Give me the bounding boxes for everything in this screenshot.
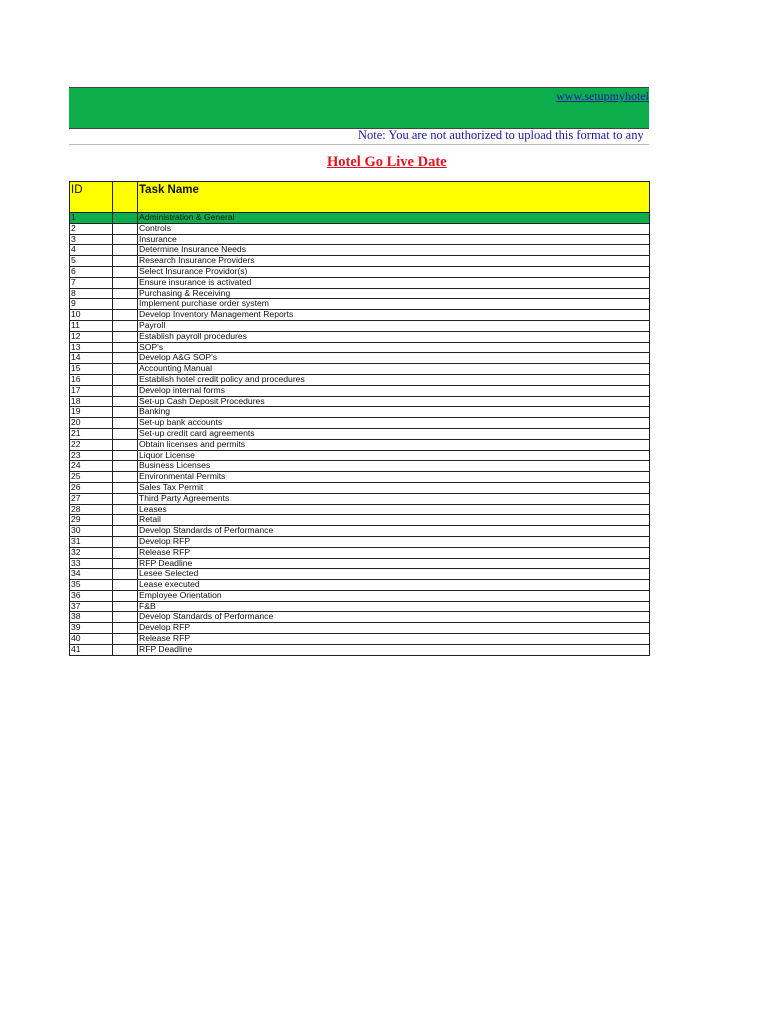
blank-cell[interactable] [113, 536, 138, 547]
task-id-cell[interactable]: 6 [70, 266, 113, 277]
task-name-cell[interactable]: Sales Tax Permit [138, 482, 650, 493]
blank-cell[interactable] [113, 288, 138, 299]
task-name-cell[interactable]: SOP's [138, 342, 650, 353]
table-row[interactable] [70, 245, 650, 256]
table-row[interactable] [70, 428, 650, 439]
task-name-cell[interactable]: RFP Deadline [138, 558, 650, 569]
table-row[interactable] [70, 623, 650, 634]
task-id-cell[interactable]: 25 [70, 472, 113, 483]
table-row[interactable] [70, 310, 650, 321]
blank-cell[interactable] [113, 277, 138, 288]
table-row[interactable] [70, 461, 650, 472]
blank-cell[interactable] [113, 223, 138, 234]
task-name-cell[interactable]: Controls [138, 223, 650, 234]
task-name-cell[interactable]: Set-up Cash Deposit Procedures [138, 396, 650, 407]
blank-cell[interactable] [113, 472, 138, 483]
blank-cell[interactable] [113, 590, 138, 601]
table-row[interactable] [70, 482, 650, 493]
blank-cell[interactable] [113, 266, 138, 277]
task-id-cell[interactable]: 34 [70, 569, 113, 580]
table-row[interactable] [70, 634, 650, 645]
table-row[interactable] [70, 288, 650, 299]
task-id-cell[interactable]: 28 [70, 504, 113, 515]
task-id-cell[interactable]: 15 [70, 364, 113, 375]
task-name-cell[interactable]: Banking [138, 407, 650, 418]
table-row[interactable] [70, 493, 650, 504]
task-id-cell[interactable]: 40 [70, 634, 113, 645]
blank-cell[interactable] [113, 245, 138, 256]
task-name-cell[interactable]: Obtain licenses and permits [138, 439, 650, 450]
table-row[interactable] [70, 504, 650, 515]
blank-cell[interactable] [113, 558, 138, 569]
task-id-cell[interactable]: 17 [70, 385, 113, 396]
table-row[interactable] [70, 385, 650, 396]
task-id-cell[interactable]: 20 [70, 418, 113, 429]
task-name-cell[interactable]: Develop Standards of Performance [138, 526, 650, 537]
table-row[interactable] [70, 439, 650, 450]
blank-cell[interactable] [113, 364, 138, 375]
table-row[interactable] [70, 418, 650, 429]
task-id-cell[interactable]: 14 [70, 353, 113, 364]
table-row[interactable] [70, 515, 650, 526]
blank-cell[interactable] [113, 515, 138, 526]
task-table-body [70, 213, 650, 656]
task-name-cell[interactable]: Purchasing & Receiving [138, 288, 650, 299]
blank-cell[interactable] [113, 331, 138, 342]
task-table [69, 181, 650, 656]
blank-cell[interactable] [113, 461, 138, 472]
table-row[interactable] [70, 407, 650, 418]
task-id-cell[interactable]: 26 [70, 482, 113, 493]
table-row[interactable] [70, 547, 650, 558]
task-name-cell[interactable]: Ensure insurance is activated [138, 277, 650, 288]
task-name-cell[interactable]: Establish hotel credit policy and procedures [138, 374, 650, 385]
task-name-cell[interactable]: Administration & General [138, 213, 650, 224]
blank-cell[interactable] [113, 310, 138, 321]
task-id-cell[interactable]: 35 [70, 580, 113, 591]
task-id-cell[interactable]: 12 [70, 331, 113, 342]
task-id-cell[interactable]: 4 [70, 245, 113, 256]
task-id-cell[interactable]: 37 [70, 601, 113, 612]
task-name-cell[interactable]: RFP Deadline [138, 644, 650, 655]
copyright-note: Note: You are not authorized to upload this format to any [358, 128, 644, 142]
blank-cell[interactable] [113, 418, 138, 429]
task-name-cell[interactable]: Develop RFP [138, 623, 650, 634]
column-header-blank [113, 182, 138, 213]
task-name-cell[interactable]: Implement purchase order system [138, 299, 650, 310]
table-row[interactable] [70, 213, 650, 224]
task-id-cell[interactable]: 23 [70, 450, 113, 461]
table-row[interactable] [70, 353, 650, 364]
task-name-cell[interactable]: Release RFP [138, 634, 650, 645]
column-header-id: ID [70, 182, 113, 213]
task-id-cell[interactable]: 2 [70, 223, 113, 234]
task-name-cell[interactable]: Business Licenses [138, 461, 650, 472]
task-name-cell[interactable]: Establish payroll procedures [138, 331, 650, 342]
task-id-cell[interactable]: 16 [70, 374, 113, 385]
blank-cell[interactable] [113, 644, 138, 655]
task-name-cell[interactable]: Determine Insurance Needs [138, 245, 650, 256]
table-row[interactable] [70, 277, 650, 288]
website-link[interactable]: www.setupmyhotel [556, 89, 649, 103]
task-name-cell[interactable]: Research Insurance Providers [138, 256, 650, 267]
blank-cell[interactable] [113, 213, 138, 224]
note-row [69, 128, 649, 145]
table-row[interactable] [70, 374, 650, 385]
table-row[interactable] [70, 223, 650, 234]
blank-cell[interactable] [113, 623, 138, 634]
table-row[interactable] [70, 590, 650, 601]
column-header-task-name: Task Name [138, 182, 650, 213]
task-id-cell[interactable]: 18 [70, 396, 113, 407]
blank-cell[interactable] [113, 547, 138, 558]
task-name-cell[interactable]: Develop RFP [138, 536, 650, 547]
task-name-cell[interactable]: Liquor License [138, 450, 650, 461]
table-row[interactable] [70, 580, 650, 591]
task-id-cell[interactable]: 36 [70, 590, 113, 601]
task-name-cell[interactable]: Set-up credit card agreements [138, 428, 650, 439]
table-row[interactable] [70, 320, 650, 331]
task-name-cell[interactable]: Develop A&G SOP's [138, 353, 650, 364]
task-id-cell[interactable]: 30 [70, 526, 113, 537]
task-id-cell[interactable]: 3 [70, 234, 113, 245]
table-row[interactable] [70, 558, 650, 569]
blank-cell[interactable] [113, 374, 138, 385]
task-id-cell[interactable]: 38 [70, 612, 113, 623]
task-name-cell[interactable]: Lease executed [138, 580, 650, 591]
task-id-cell[interactable]: 22 [70, 439, 113, 450]
task-name-cell[interactable]: Lesee Selected [138, 569, 650, 580]
blank-cell[interactable] [113, 580, 138, 591]
task-id-cell[interactable]: 7 [70, 277, 113, 288]
blank-cell[interactable] [113, 234, 138, 245]
blank-cell[interactable] [113, 482, 138, 493]
table-row[interactable] [70, 234, 650, 245]
blank-cell[interactable] [113, 601, 138, 612]
task-name-cell[interactable]: Payroll [138, 320, 650, 331]
task-name-cell[interactable]: Accounting Manual [138, 364, 650, 375]
task-id-cell[interactable]: 8 [70, 288, 113, 299]
task-name-cell[interactable]: Develop Standards of Performance [138, 612, 650, 623]
blank-cell[interactable] [113, 256, 138, 267]
task-name-cell[interactable]: Retail [138, 515, 650, 526]
table-row[interactable] [70, 256, 650, 267]
task-name-cell[interactable]: Select Insurance Providor(s) [138, 266, 650, 277]
task-id-cell[interactable]: 1 [70, 213, 113, 224]
task-id-cell[interactable]: 11 [70, 320, 113, 331]
blank-cell[interactable] [113, 439, 138, 450]
blank-cell[interactable] [113, 407, 138, 418]
task-id-cell[interactable]: 21 [70, 428, 113, 439]
blank-cell[interactable] [113, 385, 138, 396]
blank-cell[interactable] [113, 320, 138, 331]
task-id-cell[interactable]: 13 [70, 342, 113, 353]
table-row[interactable] [70, 569, 650, 580]
task-name-cell[interactable]: Develop Inventory Management Reports [138, 310, 650, 321]
table-row[interactable] [70, 472, 650, 483]
blank-cell[interactable] [113, 493, 138, 504]
task-id-cell[interactable]: 19 [70, 407, 113, 418]
page-title: Hotel Go Live Date [327, 154, 447, 170]
blank-cell[interactable] [113, 299, 138, 310]
task-name-cell[interactable]: Set-up bank accounts [138, 418, 650, 429]
table-row[interactable] [70, 342, 650, 353]
task-name-cell[interactable]: Leases [138, 504, 650, 515]
task-id-cell[interactable]: 24 [70, 461, 113, 472]
task-id-cell[interactable]: 29 [70, 515, 113, 526]
task-id-cell[interactable]: 33 [70, 558, 113, 569]
table-row[interactable] [70, 331, 650, 342]
task-id-cell[interactable]: 32 [70, 547, 113, 558]
task-id-cell[interactable]: 10 [70, 310, 113, 321]
blank-cell[interactable] [113, 504, 138, 515]
table-header-row [70, 182, 650, 213]
header-banner [69, 87, 649, 129]
blank-cell[interactable] [113, 526, 138, 537]
blank-cell[interactable] [113, 342, 138, 353]
table-row[interactable] [70, 536, 650, 547]
blank-cell[interactable] [113, 396, 138, 407]
task-id-cell[interactable]: 39 [70, 623, 113, 634]
task-id-cell[interactable]: 5 [70, 256, 113, 267]
blank-cell[interactable] [113, 428, 138, 439]
table-row[interactable] [70, 612, 650, 623]
table-row[interactable] [70, 601, 650, 612]
task-name-cell[interactable]: Insurance [138, 234, 650, 245]
blank-cell[interactable] [113, 353, 138, 364]
task-id-cell[interactable]: 41 [70, 644, 113, 655]
blank-cell[interactable] [113, 634, 138, 645]
task-id-cell[interactable]: 27 [70, 493, 113, 504]
task-id-cell[interactable]: 31 [70, 536, 113, 547]
table-row[interactable] [70, 299, 650, 310]
table-row[interactable] [70, 644, 650, 655]
blank-cell[interactable] [113, 612, 138, 623]
task-name-cell[interactable]: F&B [138, 601, 650, 612]
task-id-cell[interactable]: 9 [70, 299, 113, 310]
table-row[interactable] [70, 266, 650, 277]
blank-cell[interactable] [113, 450, 138, 461]
task-name-cell[interactable]: Release RFP [138, 547, 650, 558]
task-name-cell[interactable]: Environmental Permits [138, 472, 650, 483]
blank-cell[interactable] [113, 569, 138, 580]
task-name-cell[interactable]: Employee Orientation [138, 590, 650, 601]
table-row[interactable] [70, 450, 650, 461]
table-row[interactable] [70, 526, 650, 537]
table-row[interactable] [70, 396, 650, 407]
task-name-cell[interactable]: Develop internal forms [138, 385, 650, 396]
task-name-cell[interactable]: Third Party Agreements [138, 493, 650, 504]
table-row[interactable] [70, 364, 650, 375]
